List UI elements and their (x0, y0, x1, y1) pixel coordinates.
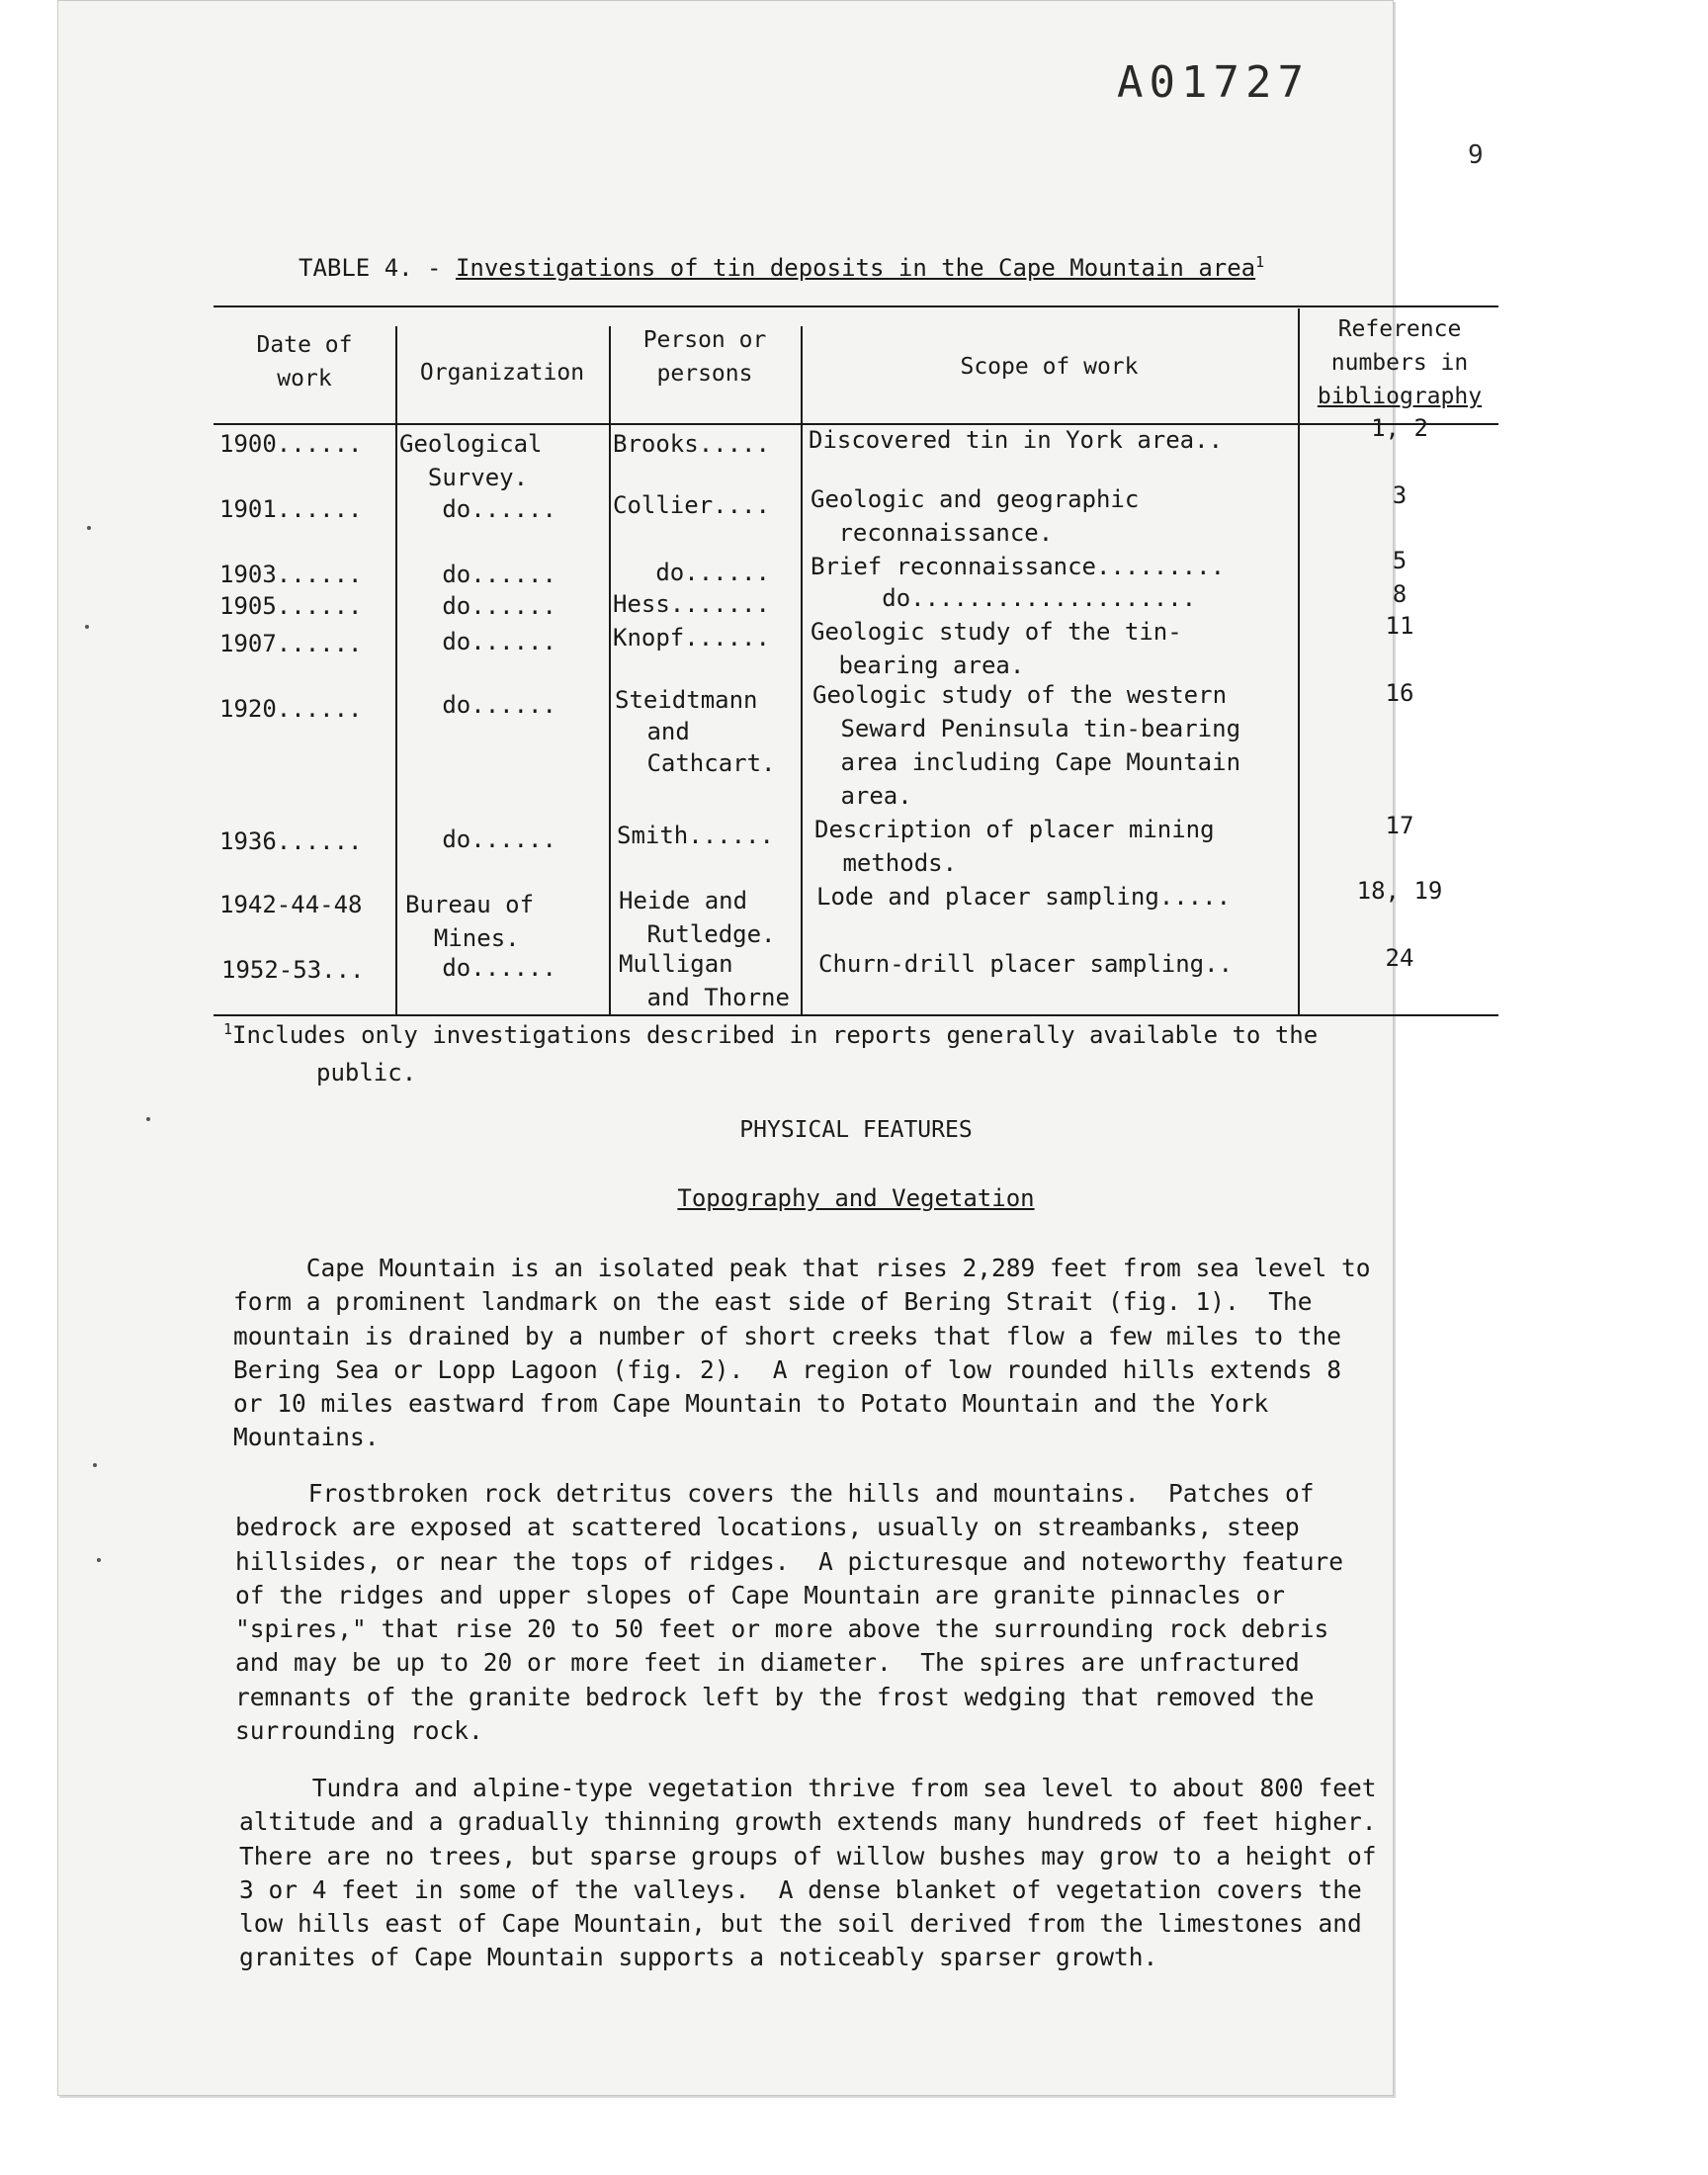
scan-speck (146, 1117, 150, 1121)
paragraph-line: remnants of the granite bedrock left by the frost wedging that removed the (235, 1682, 1315, 1711)
cell-scope (814, 813, 1215, 880)
table-col-divider (609, 326, 611, 1014)
paragraph-line: 3 or 4 feet in some of the valleys. A dense blanket of vegetation covers the (239, 1874, 1362, 1904)
footnote-line (223, 1021, 1318, 1049)
header-persons-line: Person or (642, 327, 767, 353)
cell-date: 1900...... (219, 430, 363, 458)
cell-reference: 17 (1385, 812, 1414, 839)
cell-person: Smith...... (617, 822, 774, 849)
paragraph-line: Mountains. (233, 1423, 380, 1452)
header-reference-line: bibliography (1317, 384, 1483, 409)
cell-person: Brooks..... (613, 430, 770, 458)
scan-speck (87, 526, 91, 530)
paragraph-line: mountain is drained by a number of short creeks that flow a few miles to the (233, 1321, 1342, 1350)
cell-line: Cathcart. (633, 749, 776, 777)
scan-speck (93, 1463, 97, 1467)
cell-person (615, 684, 776, 779)
cell-person (619, 947, 790, 1014)
cell-person: do...... (613, 559, 770, 586)
paragraph-line: There are no trees, but sparse groups of willow bushes may grow to a height of (239, 1841, 1377, 1870)
cell-line: Survey. (399, 464, 529, 491)
paragraph-line: altitude and a gradually thinning growth extends many hundreds of feet higher. (239, 1807, 1377, 1837)
cell-date: 1920...... (219, 695, 363, 723)
cell-organization: do...... (399, 561, 556, 588)
cell-organization: do...... (399, 592, 556, 620)
cell-reference: 18, 19 (1356, 877, 1443, 905)
cell-scope (811, 615, 1182, 682)
cell-organization (405, 888, 534, 955)
scan-speck (97, 1558, 101, 1562)
cell-line: Steidtmann (615, 686, 758, 714)
header-reference-line: Reference (1337, 316, 1462, 342)
cell-reference: 24 (1385, 944, 1414, 972)
paragraph-line: hillsides, or near the tops of ridges. A picturesque and noteworthy feature (235, 1546, 1344, 1576)
scan-speck (85, 625, 89, 629)
footnote-text: Includes only investigations described in reports generally available to the (232, 1021, 1319, 1049)
cell-line: Description of placer mining (814, 816, 1215, 843)
paragraph-line: Cape Mountain is an isolated peak that rises 2,289 feet from sea level to (233, 1254, 1371, 1282)
paragraph-rock-detritus (235, 1477, 1520, 1748)
cell-scope: Lode and placer sampling..... (816, 883, 1232, 911)
cell-reference: 5 (1392, 547, 1408, 574)
cell-organization: do...... (399, 691, 556, 719)
cell-line: Heide and (619, 887, 748, 914)
cell-scope (811, 482, 1139, 550)
cell-scope (812, 678, 1240, 813)
table-title-main: Investigations of tin deposits in the Cape Mountain area (455, 254, 1256, 282)
cell-date: 1901...... (219, 495, 363, 523)
cell-date: 1903...... (219, 561, 363, 588)
cell-reference: 16 (1385, 679, 1414, 707)
cell-date: 1936...... (219, 827, 363, 855)
cell-scope: Discovered tin in York area.. (809, 426, 1224, 454)
header-date (225, 328, 384, 395)
table-title (299, 253, 1264, 282)
cell-line: Bureau of (405, 891, 535, 918)
cell-organization (399, 427, 543, 494)
cell-organization: do...... (399, 826, 556, 853)
cell-person: Hess....... (613, 590, 770, 618)
page-number: 9 (1468, 140, 1484, 170)
cell-scope: Churn-drill placer sampling.. (818, 950, 1234, 978)
header-date-line: work (277, 366, 332, 392)
cell-line: and Thorne (633, 984, 790, 1011)
table-top-rule (214, 305, 1498, 307)
cell-date: 1905...... (219, 592, 363, 620)
header-reference (1298, 312, 1501, 413)
cell-date: 1952-53... (221, 956, 365, 984)
cell-line: reconnaissance. (824, 519, 1054, 547)
cell-reference: 3 (1392, 481, 1408, 509)
cell-organization: do...... (399, 628, 556, 655)
table-footnote (223, 1010, 1508, 1091)
footnote-text-continued: public. (316, 1059, 417, 1087)
table-title-footnote-mark: 1 (1255, 253, 1265, 271)
paragraph-line: low hills east of Cape Mountain, but the soil derived from the limestones and (239, 1909, 1362, 1939)
cell-organization: do...... (399, 495, 556, 523)
paragraph-topography (233, 1252, 1518, 1455)
paragraph-line: of the ridges and upper slopes of Cape Mountain are granite pinnacles or (235, 1580, 1286, 1610)
cell-line: Rutledge. (633, 920, 776, 948)
cell-person: Collier.... (613, 491, 770, 519)
cell-line: Seward Peninsula tin-bearing (826, 715, 1241, 742)
header-scope: Scope of work (960, 354, 1139, 380)
cell-line: Geologic study of the tin- (811, 618, 1182, 646)
cell-line: Mulligan (619, 950, 733, 978)
cell-date: 1907...... (219, 630, 363, 657)
cell-reference: 11 (1385, 612, 1414, 640)
paragraph-line: surrounding rock. (235, 1716, 483, 1746)
cell-line: Geological (399, 430, 543, 458)
cell-person (619, 884, 776, 951)
cell-scope: Brief reconnaissance......... (811, 553, 1226, 580)
paragraph-vegetation (239, 1772, 1524, 1975)
subheading-text: Topography and Vegetation (677, 1184, 1035, 1212)
cell-line: and (633, 718, 690, 745)
header-reference-line: numbers in (1330, 350, 1469, 376)
cell-line: Mines. (405, 924, 520, 952)
archive-stamp-number: A01727 (1117, 57, 1310, 108)
header-date-line: Date of (256, 332, 353, 358)
cell-person: Knopf...... (613, 624, 770, 652)
cell-line: bearing area. (824, 652, 1025, 679)
paragraph-line: or 10 miles eastward from Cape Mountain to Potato Mountain and the York (233, 1389, 1269, 1419)
paragraph-line: Bering Sea or Lopp Lagoon (fig. 2). A region of low rounded hills extends 8 (233, 1354, 1342, 1384)
header-persons-line: persons (656, 361, 753, 387)
paragraph-line: Tundra and alpine-type vegetation thrive from sea level to about 800 feet (239, 1774, 1377, 1802)
section-heading: PHYSICAL FEATURES (739, 1117, 973, 1143)
paragraph-line: Frostbroken rock detritus covers the hills and mountains. Patches of (235, 1479, 1315, 1508)
subheading (214, 1184, 1498, 1212)
cell-reference: 1, 2 (1371, 414, 1428, 442)
header-persons (609, 323, 801, 391)
table-col-divider (801, 326, 803, 1014)
cell-date: 1942-44-48 (219, 891, 363, 918)
paragraph-line: "spires," that rise 20 to 50 feet or more above the surrounding rock debris (235, 1614, 1329, 1644)
paragraph-line: granites of Cape Mountain supports a noticeably sparser growth. (239, 1943, 1158, 1972)
cell-line: area including Cape Mountain (826, 748, 1241, 776)
cell-reference: 8 (1392, 580, 1408, 608)
paragraph-line: and may be up to 20 or more feet in diameter. The spires are unfractured (235, 1648, 1300, 1678)
cell-organization: do...... (399, 954, 556, 982)
cell-line: Geologic study of the western (812, 681, 1228, 709)
paragraph-line: bedrock are exposed at scattered locations, usually on streambanks, steep (235, 1513, 1300, 1542)
paragraph-line: form a prominent landmark on the east side of Bering Strait (fig. 1). The (233, 1287, 1313, 1317)
table-col-divider (395, 326, 397, 1014)
cell-line: area. (826, 782, 912, 810)
cell-line: methods. (828, 849, 958, 877)
header-organization: Organization (419, 360, 585, 386)
cell-scope: do.................... (811, 584, 1197, 612)
table-title-prefix: TABLE 4. - (299, 254, 456, 282)
cell-line: Geologic and geographic (811, 485, 1140, 513)
footnote-marker: 1 (223, 1020, 233, 1038)
